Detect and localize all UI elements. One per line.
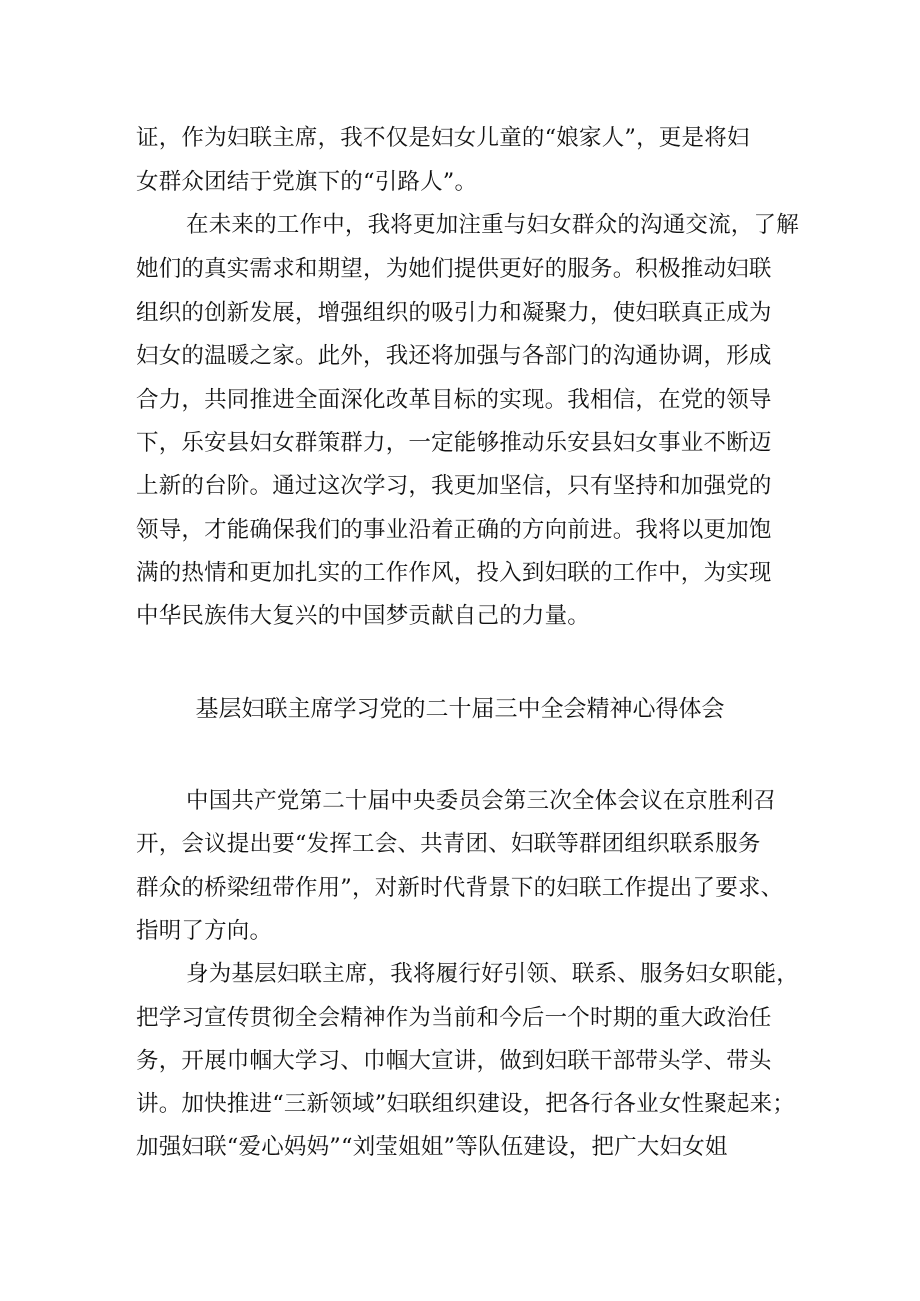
paragraph-line: 开，会议提出要“发挥工会、共青团、妇联等群团组织联系服务 [136, 831, 761, 857]
paragraph-line: 她们的真实需求和期望，为她们提供更好的服务。积极推动妇联 [136, 256, 772, 282]
paragraph-line: 中国共产党第二十届中央委员会第三次全体会议在京胜利召 [186, 788, 777, 814]
paragraph-line: 满的热情和更加扎实的工作作风，投入到妇联的工作中，为实现 [136, 560, 772, 586]
paragraph-line: 讲。加快推进“三新领域”妇联组织建设，把各行各业女性聚起来； [136, 1091, 796, 1117]
paragraph-line: 在未来的工作中，我将更加注重与妇女群众的沟通交流，了解 [186, 212, 799, 238]
paragraph-line: 下，乐安县妇女群策群力，一定能够推动乐安县妇女事业不断迈 [136, 430, 772, 456]
paragraph-line: 群众的桥梁纽带作用”，对新时代背景下的妇联工作提出了要求、 [136, 875, 784, 901]
paragraph-line: 妇女的温暖之家。此外，我还将加强与各部门的沟通协调，形成 [136, 343, 772, 369]
paragraph-line: 证，作为妇联主席，我不仅是妇女儿童的“娘家人”，更是将妇 [136, 125, 750, 151]
paragraph-line: 领导，才能确保我们的事业沿着正确的方向前进。我将以更加饱 [136, 517, 772, 543]
paragraph-line: 指明了方向。 [136, 918, 273, 944]
paragraph-line: 女群众团结于党旗下的“引路人”。 [136, 169, 478, 195]
paragraph-line: 务，开展巾帼大学习、巾帼大宣讲，做到妇联干部带头学、带头 [136, 1048, 772, 1074]
paragraph-line: 组织的创新发展，增强组织的吸引力和凝聚力，使妇联真正成为 [136, 300, 772, 326]
paragraph-line: 身为基层妇联主席，我将履行好引领、联系、服务妇女职能， [186, 961, 799, 987]
paragraph-line: 合力，共同推进全面深化改革目标的实现。我相信，在党的领导 [136, 387, 772, 413]
paragraph-line: 中华民族伟大复兴的中国梦贡献自己的力量。 [136, 603, 591, 629]
paragraph-line: 加强妇联“爱心妈妈”“刘莹姐姐”等队伍建设，把广大妇女姐 [136, 1134, 728, 1160]
document-title: 基层妇联主席学习党的二十届三中全会精神心得体会 [195, 696, 725, 722]
paragraph-line: 把学习宣传贯彻全会精神作为当前和今后一个时期的重大政治任 [136, 1005, 772, 1031]
paragraph-line: 上新的台阶。通过这次学习，我更加坚信，只有坚持和加强党的 [136, 473, 772, 499]
